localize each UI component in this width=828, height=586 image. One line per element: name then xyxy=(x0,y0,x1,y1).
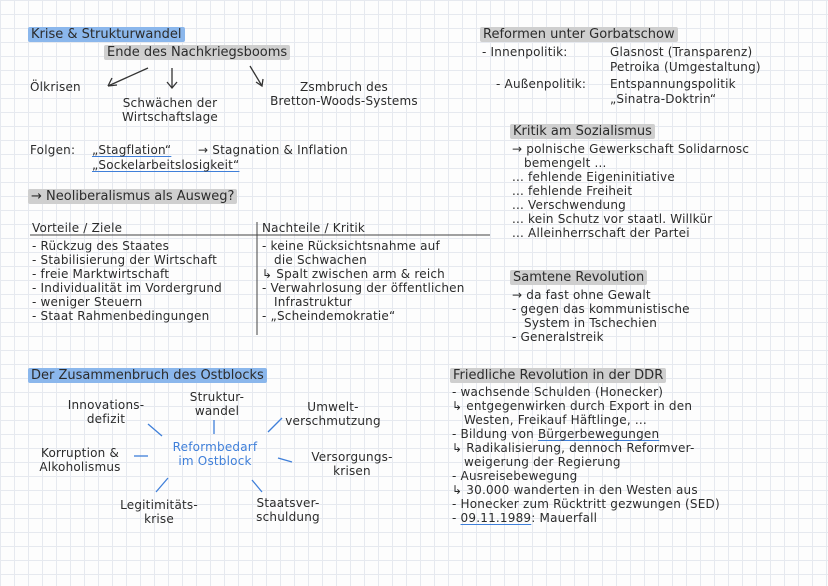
ddr-list xyxy=(452,385,720,525)
list-item: - Staat Rahmenbedingungen xyxy=(32,309,210,323)
zusammenbruch-label: Zsmbruch des Bretton-Woods-Systems xyxy=(270,80,418,108)
list-item: - Generalstreik xyxy=(512,330,604,344)
list-item: - Bildung von Bürgerbewegungen xyxy=(452,427,660,441)
sockelarbeitslosigkeit-term: „Sockelarbeitslosigkeit“ xyxy=(92,158,240,172)
list-item: - weniger Steuern xyxy=(32,295,143,309)
stagnation-inflation: → Stagnation & Inflation xyxy=(198,143,348,157)
section-title-ostblock: Der Zusammenbruch des Ostblocks xyxy=(28,368,267,383)
list-item: ↳ entgegenwirken durch Export in den xyxy=(452,399,693,413)
list-item: - Individualität im Vordergrund xyxy=(32,281,222,295)
folgen-label: Folgen: xyxy=(30,143,76,157)
spoke-staatsverschuldung: Staatsver- schuldung xyxy=(256,496,320,524)
section-title-ddr: Friedliche Revolution in der DDR xyxy=(450,368,666,383)
spoke-versorgungskrisen: Versorgungs- krisen xyxy=(311,450,393,478)
section-title-kritik: Kritik am Sozialismus xyxy=(510,124,655,139)
list-item: - Rückzug des Staates xyxy=(32,239,170,253)
buergerbewegungen-term: Bürgerbewegungen xyxy=(537,427,660,441)
list-item: ... kein Schutz vor staatl. Willkür xyxy=(512,212,713,226)
mauerfall-date: 09.11.1989 xyxy=(460,511,532,525)
list-item: → polnische Gewerkschaft Solidarnosc xyxy=(512,142,750,156)
oelkrisen-label: Ölkrisen xyxy=(30,80,81,94)
list-item: System in Tschechien xyxy=(524,316,658,330)
list-item: bemengelt ... xyxy=(524,156,607,170)
spoke-innovationsdefizit: Innovations- defizit xyxy=(67,398,145,426)
list-item: Westen, Freikauf Häftlinge, ... xyxy=(464,413,647,427)
list-item: ↳ 30.000 wanderten in den Westen aus xyxy=(452,483,698,497)
perestroika: Petroika (Umgestaltung) xyxy=(610,60,761,74)
list-item: - Ausreisebewegung xyxy=(452,469,578,483)
mindmap-center: Reformbedarf im Ostblock xyxy=(172,440,258,468)
entspannungspolitik: Entspannungspolitik xyxy=(610,77,736,91)
list-item: - freie Marktwirtschaft xyxy=(32,267,170,281)
section-title-reformen: Reformen unter Gorbatschow xyxy=(480,27,678,42)
spoke-legitimitaetskrise: Legitimitäts- krise xyxy=(120,498,198,526)
list-item: weigerung der Regierung xyxy=(464,455,621,469)
vorteile-list xyxy=(32,239,222,323)
schwaechen-label: Schwächen der Wirtschaftslage xyxy=(121,96,219,124)
list-item: die Schwachen xyxy=(274,253,367,267)
stagflation-term: „Stagflation“ xyxy=(92,143,172,157)
list-item: - 09.11.1989: Mauerfall xyxy=(452,511,598,525)
spoke-strukturwandel: Struktur- wandel xyxy=(189,390,245,418)
spoke-umweltverschmutzung: Umwelt- verschmutzung xyxy=(285,400,381,428)
list-item: ... fehlende Freiheit xyxy=(512,184,633,198)
list-item: - gegen das kommunistische xyxy=(512,302,690,316)
list-item: - Verwahrlosung der öffentlichen xyxy=(262,281,465,295)
aussenpolitik-label: - Außenpolitik: xyxy=(496,77,587,91)
arrow-to-oelkrisen xyxy=(108,68,148,86)
subtitle-nachkriegsboom: Ende des Nachkriegsbooms xyxy=(104,45,290,60)
list-item: - wachsende Schulden (Honecker) xyxy=(452,385,664,399)
list-item: ↳ Spalt zwischen arm & reich xyxy=(262,267,445,281)
sinatra-doktrin: „Sinatra-Doktrin“ xyxy=(610,92,717,106)
kritik-list xyxy=(512,142,749,240)
list-item: ... Verschwendung xyxy=(512,198,626,212)
samtene-list xyxy=(512,288,690,344)
innenpolitik-label: - Innenpolitik: xyxy=(482,45,568,59)
nachteile-list xyxy=(262,239,465,323)
section-title-krise: Krise & Strukturwandel xyxy=(28,27,185,42)
list-item: - Honecker zum Rücktritt gezwungen (SED) xyxy=(452,497,720,511)
neoliberalismus-heading: → Neoliberalismus als Ausweg? xyxy=(28,189,237,204)
spoke-korruption: Korruption & Alkoholismus xyxy=(39,446,121,474)
vorteile-header: Vorteile / Ziele xyxy=(32,221,123,235)
glasnost: Glasnost (Transparenz) xyxy=(610,45,753,59)
list-item: - keine Rücksichtsnahme auf xyxy=(262,239,440,253)
list-item: ... fehlende Eigeninitiative xyxy=(512,170,675,184)
nachteile-header: Nachteile / Kritik xyxy=(262,221,366,235)
list-item: → da fast ohne Gewalt xyxy=(512,288,651,302)
list-item: ↳ Radikalisierung, dennoch Reformver- xyxy=(452,441,695,455)
section-title-samtene: Samtene Revolution xyxy=(510,270,647,285)
list-item: ... Alleinherrschaft der Partei xyxy=(512,226,690,240)
list-item: Infrastruktur xyxy=(274,295,352,309)
list-item: - „Scheindemokratie“ xyxy=(262,309,396,323)
list-item: - Stabilisierung der Wirtschaft xyxy=(32,253,218,267)
